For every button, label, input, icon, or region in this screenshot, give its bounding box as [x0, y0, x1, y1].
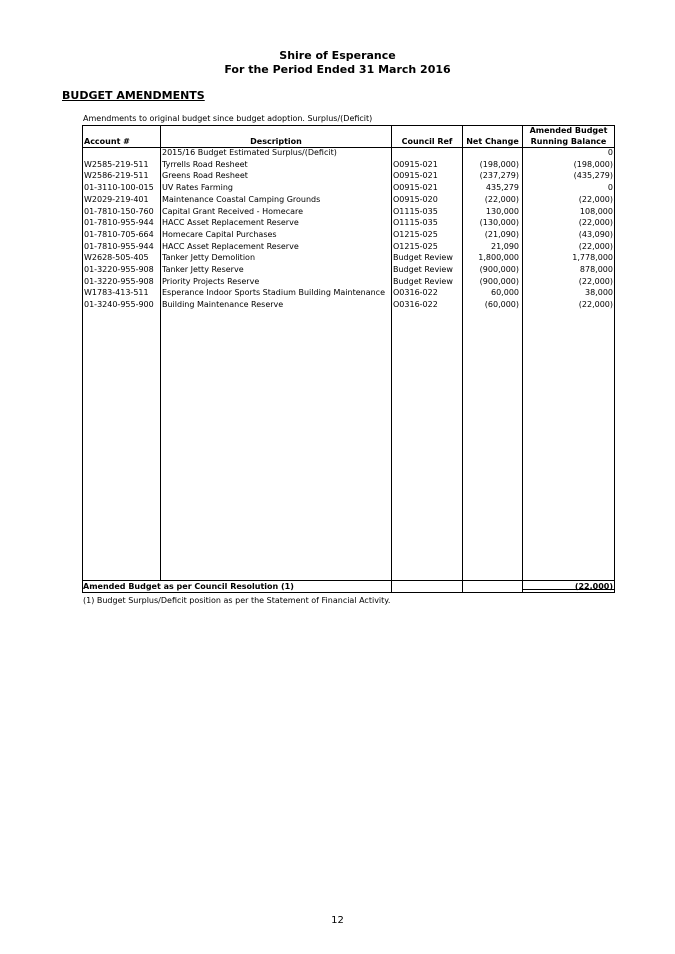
table-row	[82, 264, 615, 276]
account-cell: 01-7810-705-664	[84, 229, 154, 239]
table-row	[82, 170, 615, 182]
description-cell: Maintenance Coastal Camping Grounds	[162, 194, 321, 204]
net-change-cell: (60,000)	[484, 300, 519, 310]
description-cell: Building Maintenance Reserve	[162, 300, 284, 310]
account-cell: W2029-219-401	[84, 194, 149, 204]
account-cell: 01-3220-955-908	[84, 276, 154, 286]
table-row	[82, 241, 615, 253]
council-ref-cell: O0915-021	[393, 171, 438, 181]
description-cell: 2015/16 Budget Estimated Surplus/(Deficit)	[162, 148, 337, 157]
description-cell: Priority Projects Reserve	[162, 276, 260, 286]
col-header-council-ref: Council Ref	[401, 137, 453, 146]
running-balance-cell: (22,000)	[578, 300, 613, 310]
running-balance-cell: (198,000)	[573, 159, 613, 169]
amended-budget-label: Amended Budget as per Council Resolution (1)	[83, 582, 294, 591]
council-ref-cell: Budget Review	[393, 253, 453, 263]
running-balance-cell: 0	[607, 148, 613, 157]
council-ref-cell: Budget Review	[393, 276, 453, 286]
net-change-cell: (21,090)	[484, 229, 519, 239]
council-ref-cell: O0915-020	[393, 194, 438, 204]
net-change-cell: (130,000)	[479, 218, 519, 228]
description-cell: Tyrrells Road Resheet	[162, 159, 248, 169]
period-title: For the Period Ended 31 March 2016	[224, 63, 451, 76]
account-cell: W2585-219-511	[84, 159, 149, 169]
account-cell: W2628-505-405	[84, 253, 149, 263]
net-change-cell: 130,000	[485, 206, 519, 216]
running-balance-cell: 878,000	[579, 265, 613, 274]
running-balance-cell: 1,778,000	[572, 253, 613, 263]
net-change-cell: 60,000	[491, 288, 519, 298]
net-change-cell: (198,000)	[479, 159, 519, 169]
running-balance-cell: (22,000)	[578, 276, 613, 286]
org-title: Shire of Esperance	[279, 49, 396, 62]
description-cell: UV Rates Farming	[162, 183, 234, 193]
council-ref-cell: Budget Review	[393, 265, 453, 274]
description-cell: Capital Grant Received - Homecare	[162, 206, 304, 216]
amended-budget-total: (22,000)	[574, 582, 613, 591]
running-balance-cell: (435,279)	[573, 171, 613, 181]
running-balance-cell: 0	[607, 183, 613, 193]
budget-amendments-table	[82, 125, 615, 593]
net-change-cell: 21,090	[491, 241, 519, 251]
council-ref-cell: O1215-025	[393, 241, 438, 251]
council-ref-cell: O1215-025	[393, 229, 438, 239]
running-balance-cell: (22,000)	[578, 241, 613, 251]
running-balance-cell: 108,000	[579, 206, 613, 216]
net-change-cell: (900,000)	[479, 265, 519, 274]
running-balance-cell: (22,000)	[578, 218, 613, 228]
account-cell: 01-3110-100-015	[84, 183, 154, 193]
table-row	[82, 206, 615, 218]
description-cell: Esperance Indoor Sports Stadium Building Maintenance	[162, 288, 386, 298]
table-subtitle: Amendments to original budget since budget adoption. Surplus/(Deficit)	[83, 114, 373, 123]
table-row	[82, 299, 615, 311]
council-ref-cell: O1115-035	[393, 206, 438, 216]
table-row	[82, 194, 615, 206]
description-cell: Tanker Jetty Demolition	[162, 253, 256, 263]
net-change-cell: (237,279)	[479, 171, 519, 181]
col-header-account: Account #	[84, 137, 130, 146]
description-cell: Greens Road Resheet	[162, 171, 248, 181]
table-row	[82, 182, 615, 194]
account-cell: 01-7810-150-760	[84, 206, 154, 216]
net-change-cell: 1,800,000	[478, 253, 519, 263]
footnote: (1) Budget Surplus/Deficit position as per the Statement of Financial Activity.	[83, 596, 391, 605]
account-cell: 01-7810-955-944	[84, 241, 154, 251]
account-cell: 01-3220-955-908	[84, 265, 154, 274]
council-ref-cell: O1115-035	[393, 218, 438, 228]
running-balance-cell: (22,000)	[578, 194, 613, 204]
table-row	[82, 287, 615, 299]
table-row	[82, 252, 615, 264]
table-row	[82, 229, 615, 241]
col-header-description: Description	[250, 137, 302, 146]
net-change-cell: (22,000)	[484, 194, 519, 204]
description-cell: HACC Asset Replacement Reserve	[162, 241, 299, 251]
council-ref-cell: O0915-021	[393, 159, 438, 169]
account-cell: 01-7810-955-944	[84, 218, 154, 228]
table-row	[82, 217, 615, 229]
table-row	[82, 159, 615, 171]
council-ref-cell: O0316-022	[393, 300, 438, 310]
account-cell: W2586-219-511	[84, 171, 149, 181]
col-header-amended-line2: Running Balance	[530, 137, 607, 146]
account-cell: W1783-413-511	[84, 288, 149, 298]
col-header-amended-line1: Amended Budget	[529, 126, 608, 135]
description-cell: HACC Asset Replacement Reserve	[162, 218, 299, 228]
net-change-cell: 435,279	[485, 183, 519, 193]
page-number: 12	[331, 915, 344, 926]
running-balance-cell: 38,000	[585, 288, 613, 298]
council-ref-cell: O0316-022	[393, 288, 438, 298]
table-row	[82, 147, 615, 159]
section-heading: BUDGET AMENDMENTS	[62, 89, 205, 102]
net-change-cell: (900,000)	[479, 276, 519, 286]
col-header-net-change: Net Change	[466, 137, 519, 146]
council-ref-cell: O0915-021	[393, 183, 438, 193]
description-cell: Homecare Capital Purchases	[162, 229, 277, 239]
account-cell: 01-3240-955-900	[84, 300, 154, 310]
running-balance-cell: (43,090)	[578, 229, 613, 239]
description-cell: Tanker Jetty Reserve	[162, 265, 244, 274]
table-row	[82, 276, 615, 288]
